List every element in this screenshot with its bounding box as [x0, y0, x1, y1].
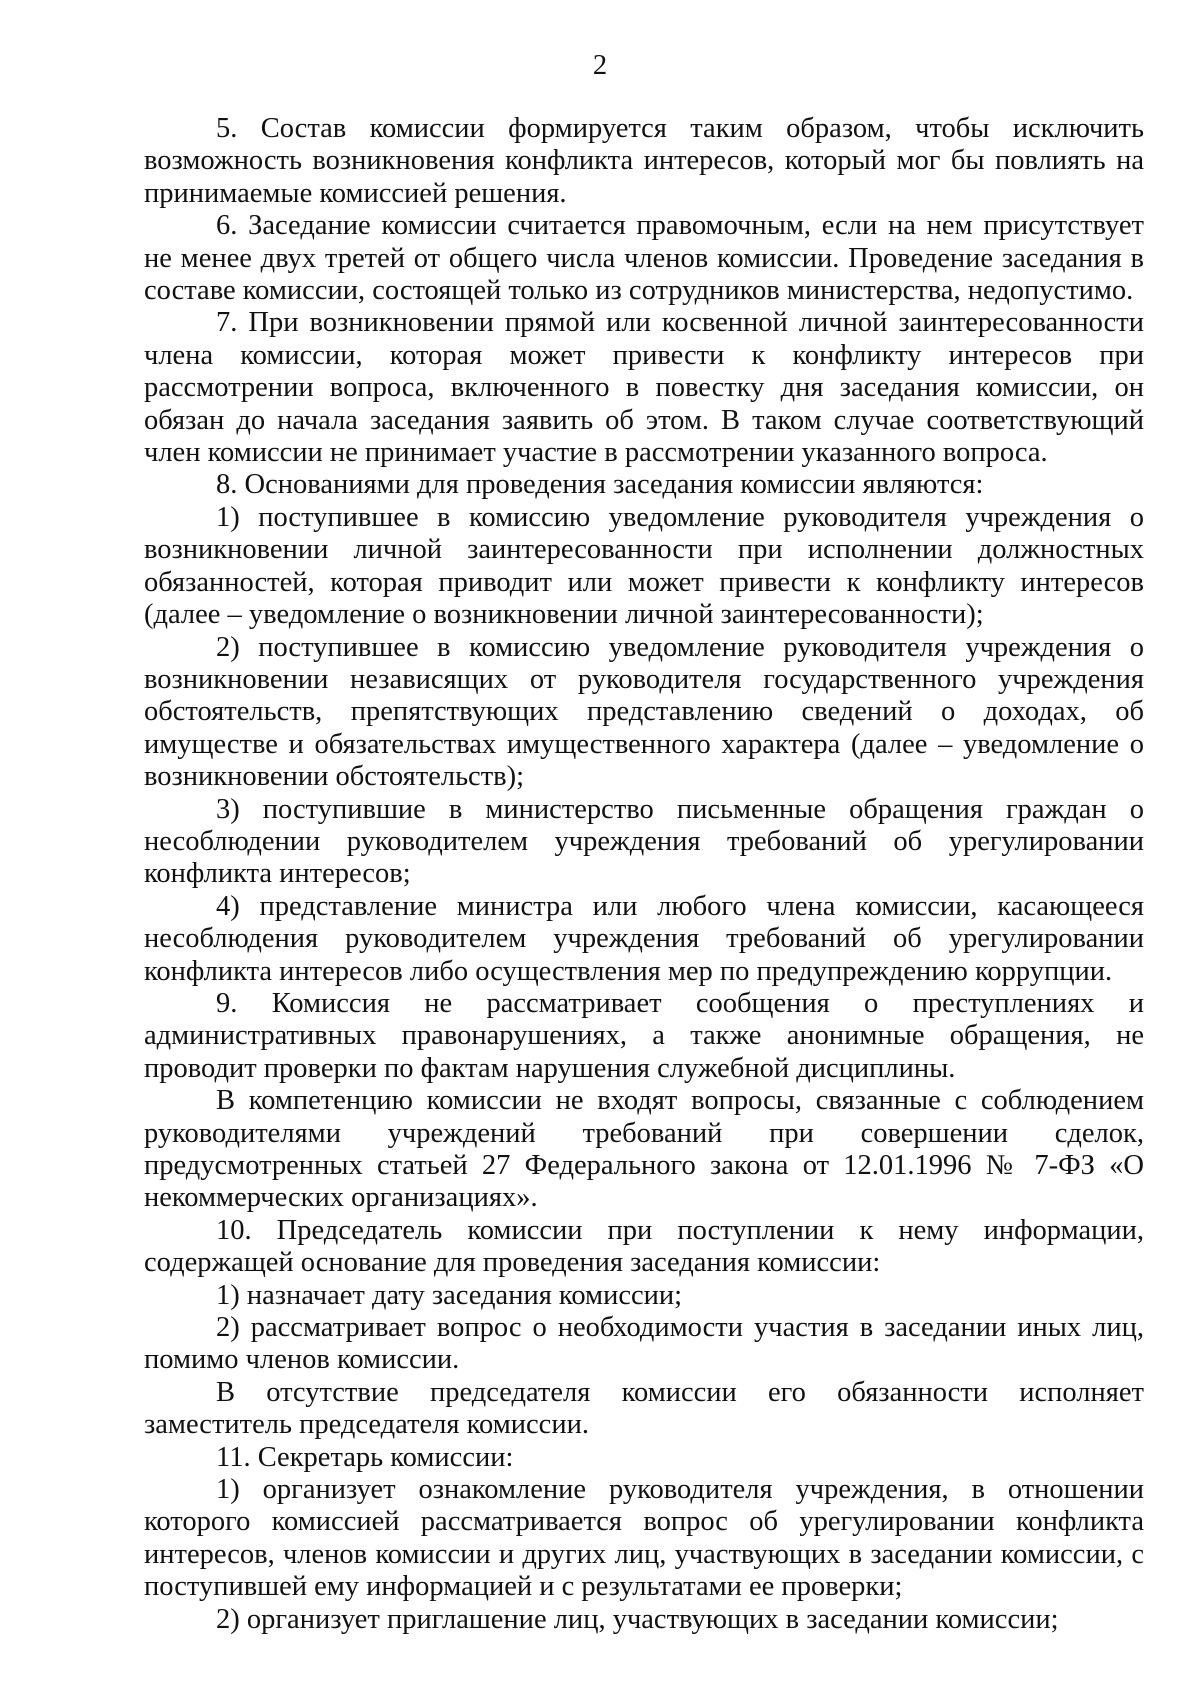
paragraph-9: 9. Комиссия не рассматривает сообщения о преступлениях и административных правонарушениях, а также анонимные обращения, не проводит проверки по фактам нарушения служебной дисциплины. [144, 987, 1144, 1084]
paragraph-9-competence: В компетенцию комиссии не входят вопросы, связанные с соблюдением руководителями учреждений требований при совершении сделок, предусмотренных статьей 27 Федерального закона от 12.01.1996 № 7-ФЗ «О некоммерческих организациях». [144, 1085, 1144, 1214]
paragraph-10: 10. Председатель комиссии при поступлении к нему информации, содержащей основание для проведения заседания комиссии: [144, 1214, 1144, 1279]
paragraph-8: 8. Основаниями для проведения заседания комиссии являются: [216, 469, 984, 501]
paragraph-10-deputy: В отсутствие председателя комиссии его обязанности исполняет заместитель председателя комиссии. [144, 1376, 1144, 1441]
paragraph-5: 5. Состав комиссии формируется таким образом, чтобы исключить возможность возникновения конфликта интересов, который мог бы повлиять на принимаемые комиссией решения. [144, 113, 1144, 209]
paragraph-11-item-2: 2) организует приглашение лиц, участвующих в заседании комиссии; [216, 1603, 1059, 1635]
paragraph-11: 11. Секретарь комиссии: [216, 1441, 514, 1473]
paragraph-10-item-2: 2) рассматривает вопрос о необходимости участия в заседании иных лиц, помимо членов комиссии. [144, 1312, 1144, 1376]
paragraph-8-item-1: 1) поступившее в комиссию уведомление руководителя учреждения о возникновении личной заинтересованности при исполнении должностных обязанностей, которая приводит или может привести к конфликту интересов (далее – уведомление о возникновении личной заинтересованности); [144, 501, 1144, 631]
paragraph-8-item-4: 4) представление министра или любого члена комиссии, касающееся несоблюдения руководителем учреждения требований об урегулировании конфликта интересов либо осуществления мер по предупреждению коррупции. [144, 890, 1144, 987]
paragraph-11-item-1: 1) организует ознакомление руководителя учреждения, в отношении которого комиссией рассматривается вопрос об урегулировании конфликта интересов, членов комиссии и других лиц, участвующих в заседании комиссии, с поступившей ему информацией и с результатами ее проверки; [144, 1474, 1144, 1603]
paragraph-10-item-1: 1) назначает дату заседания комиссии; [216, 1279, 683, 1311]
document-body [144, 113, 1144, 1636]
paragraph-8-item-2: 2) поступившее в комиссию уведомление руководителя учреждения о возникновении независящих от руководителя государственного учреждения обстоятельств, препятствующих представлению сведений о доходах, об имуществе и обязательствах имущественного характера (далее – уведомление о возникновении обстоятельств); [144, 631, 1144, 793]
paragraph-8-item-3: 3) поступившие в министерство письменные обращения граждан о несоблюдении руководителем учреждения требований об урегулировании конфликта интересов; [144, 793, 1144, 890]
paragraph-6: 6. Заседание комиссии считается правомочным, если на нем присутствует не менее двух третей от общего числа членов комиссии. Проведение заседания в составе комиссии, состоящей только из сотрудников министерства, недопустимо. [144, 210, 1144, 307]
page-number: 2 [592, 50, 608, 81]
paragraph-7: 7. При возникновении прямой или косвенной личной заинтересованности члена комиссии, которая может привести к конфликту интересов при рассмотрении вопроса, включенного в повестку дня заседания комиссии, он обязан до начала заседания заявить об этом. В таком случае соответствующий член комиссии не принимает участие в рассмотрении указанного вопроса. [144, 307, 1144, 469]
